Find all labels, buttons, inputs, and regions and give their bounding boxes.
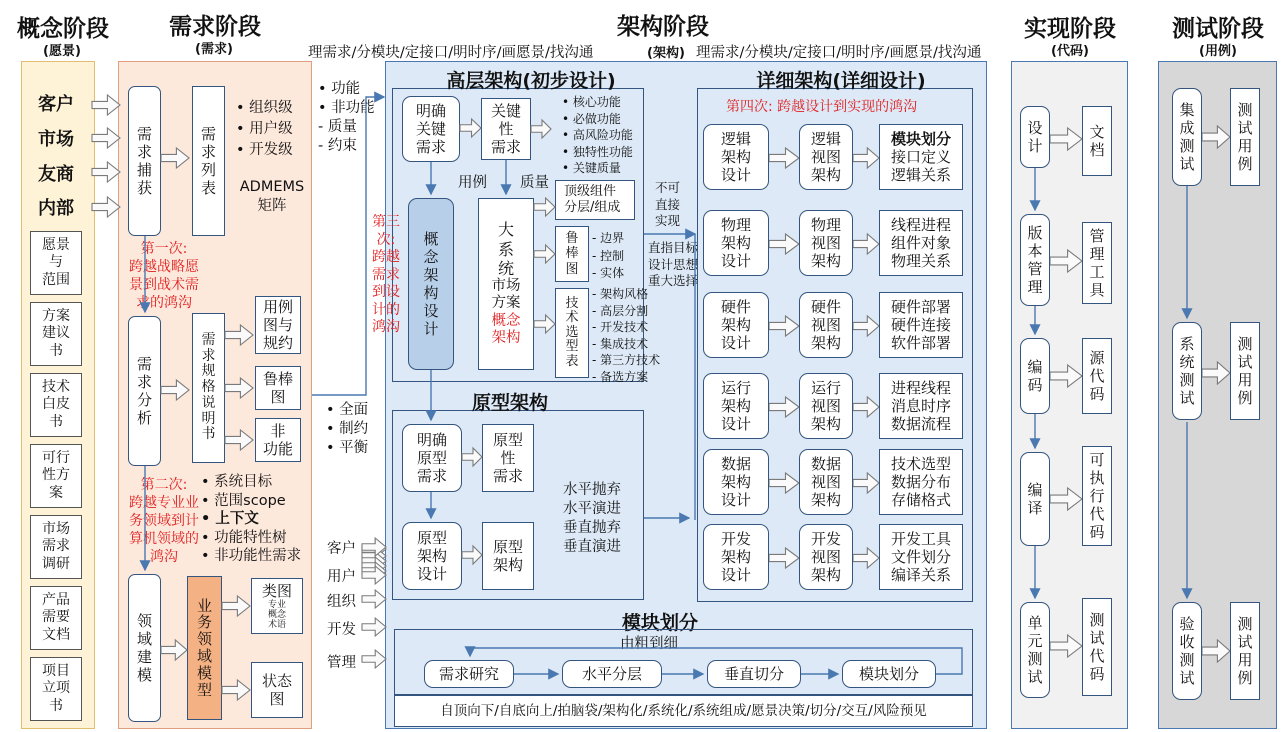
scope-item-scope: • 范围scope	[201, 492, 301, 511]
testing-phase-subtitle: (用例)	[1199, 44, 1237, 59]
test-output-2: 测 试 用 例	[1230, 602, 1260, 700]
prototype-strategies: 水平抛弃 水平演进 垂直抛弃 垂直演进	[563, 482, 621, 555]
detail-output-text-4: 技术选型 数据分布 存储格式	[890, 455, 951, 509]
admems-matrix: ADMEMS 矩阵	[239, 179, 305, 214]
business-domain-model: 业 务 领 域 模 型	[187, 576, 222, 720]
requirements-analysis: 需 求 分 析	[128, 316, 161, 466]
scope-item-context: • 上下文	[201, 510, 301, 529]
impl-step-3: 编 译	[1020, 452, 1050, 546]
block-arrow	[92, 197, 120, 217]
use-case-label: 用例	[458, 175, 487, 191]
detail-view-2: 硬件 视图 架构	[799, 292, 853, 358]
doc-product-requirements: 产品 需要 文档	[30, 586, 82, 650]
source-market: 市场	[38, 129, 74, 150]
use-case-diagram: 用例 图与 规约	[255, 296, 301, 354]
scope-item-goal: • 系统目标	[201, 473, 301, 492]
implementation-phase-title: 实现阶段	[1024, 16, 1116, 42]
arch-input-nonfunctional: • 非功能	[318, 99, 375, 118]
prototype-requirements: 原型 性 需求	[482, 424, 534, 492]
detail-design-1: 物理 架构 设计	[703, 210, 769, 276]
detailed-arch-title: 详细架构(详细设计)	[756, 70, 926, 92]
test-step-0: 集 成 测 试	[1172, 88, 1202, 186]
key-requirements: 关键 性 需求	[481, 98, 531, 160]
gap-1-note: 第一次: 跨越战略愿 景到战术需 求的鸿沟	[129, 241, 199, 311]
detail-design-0: 逻辑 架构 设计	[703, 124, 769, 190]
robustness-diagram: 鲁棒 图	[255, 366, 301, 410]
source-competitor: 友商	[38, 164, 74, 185]
robust-entity: - 实体	[592, 265, 624, 283]
detail-output-5	[879, 524, 963, 590]
source-customer: 客户	[38, 94, 74, 115]
block-arrow	[362, 562, 386, 580]
key-req-items	[562, 94, 633, 177]
block-arrow	[362, 590, 386, 608]
requirements-phase-title: 需求阶段	[169, 14, 261, 40]
big-system	[478, 198, 534, 370]
robust-boundary: - 边界	[592, 230, 624, 248]
implementation-phase-subtitle: (代码)	[1051, 44, 1089, 59]
stakeholder-org: 组织	[327, 594, 356, 610]
impl-step-4: 单 元 测 试	[1020, 602, 1050, 698]
arch-input-items-top2	[318, 118, 357, 156]
flow-caption-right: 理需求/分模块/定接口/明时序/画愿景/找沟通	[696, 45, 982, 61]
tech-items	[592, 286, 660, 385]
block-arrow	[92, 128, 120, 148]
detail-output-bold-0: 模块划分	[890, 130, 951, 148]
test-step-1: 系 统 测 试	[1172, 322, 1202, 420]
testing-phase-title: 测试阶段	[1172, 16, 1264, 42]
detail-view-3: 运行 视图 架构	[799, 373, 853, 439]
prototype-architecture: 原型 架构	[482, 522, 534, 590]
detail-output-text-0: 接口定义 逻辑关系	[890, 148, 951, 184]
block-arrow	[362, 538, 386, 556]
test-step-2: 验 收 测 试	[1172, 602, 1202, 700]
detail-output-text-5: 开发工具 文件划分 编译关系	[890, 530, 951, 584]
module-step-horizontal: 水平分层	[562, 660, 662, 688]
tech-item-third-party: - 第三方技术	[592, 352, 660, 369]
tech-item-integration: - 集成技术	[592, 336, 660, 353]
robust-items	[592, 230, 624, 283]
requirements-capture: 需 求 捕 获	[128, 86, 161, 236]
key-item-quality: • 关键质量	[562, 160, 633, 177]
detail-output-text-3: 进程线程 消息时序 数据流程	[890, 379, 951, 433]
detail-view-0: 逻辑 视图 架构	[799, 124, 853, 190]
state-diagram: 状态 图	[251, 662, 303, 718]
requirements-list: 需 求 列 表	[192, 86, 225, 236]
level-dev: • 开发级	[236, 140, 293, 161]
tech-item-dev: - 开发技术	[592, 319, 660, 336]
block-arrow	[362, 566, 386, 584]
prototype-arch-design: 原型 架构 设计	[402, 522, 462, 590]
doc-project-charter: 项目 立项 书	[30, 657, 82, 721]
key-item-risk: • 高风险功能	[562, 127, 633, 144]
block-arrow	[362, 650, 386, 668]
module-step-research: 需求研究	[424, 660, 514, 688]
tech-item-partition: - 高层分割	[592, 303, 660, 320]
detail-output-4	[879, 449, 963, 515]
arch-input-constraint: - 约束	[318, 137, 357, 156]
requirements-spec: 需 求 规 格 说 明 书	[192, 313, 225, 463]
module-partition-title: 模块划分	[621, 612, 698, 634]
detail-view-5: 开发 视图 架构	[799, 524, 853, 590]
detail-design-3: 运行 架构 设计	[703, 373, 769, 439]
concept-phase-subtitle: (愿景)	[43, 44, 81, 59]
detail-view-1: 物理 视图 架构	[799, 210, 853, 276]
stakeholder-dev: 开发	[327, 622, 356, 638]
doc-vision-scope: 愿景 与 范围	[30, 231, 82, 295]
impl-step-2: 编 码	[1020, 338, 1050, 414]
impl-output-4: 测 试 代 码	[1082, 598, 1112, 696]
block-arrow	[362, 547, 386, 565]
market-solution: 市场 方案	[491, 278, 521, 312]
top-components: 顶级组件 分层/组成	[555, 180, 635, 220]
tech-selection-table: 技 术 选 型 表	[555, 288, 589, 378]
robust-control: - 控制	[592, 248, 624, 266]
scope-item-nonfunctional: • 非功能性需求	[201, 547, 301, 566]
stakeholder-customer: 客户	[327, 541, 356, 557]
block-arrow	[92, 95, 120, 115]
scope-item-feature-tree: • 功能特性树	[201, 529, 301, 548]
test-output-0: 测 试 用 例	[1230, 88, 1260, 186]
arch-input-balance: • 平衡	[326, 439, 368, 458]
clarify-prototype-requirements: 明确 原型 需求	[402, 424, 462, 492]
detail-output-2	[879, 292, 963, 358]
source-internal: 内部	[38, 198, 74, 219]
detail-design-4: 数据 架构 设计	[703, 449, 769, 515]
arch-input-items-top	[318, 80, 375, 118]
detail-output-1	[879, 210, 963, 276]
block-arrow	[362, 540, 386, 558]
detail-output-text-1: 线程进程 组件对象 物理关系	[890, 216, 951, 270]
detail-design-2: 硬件 架构 设计	[703, 292, 769, 358]
concept-phase-title: 概念阶段	[17, 16, 109, 42]
block-arrow	[362, 618, 386, 636]
requirements-phase-subtitle: (需求)	[195, 42, 233, 57]
stakeholder-mgmt: 管理	[327, 655, 356, 671]
test-output-1: 测 试 用 例	[1230, 322, 1260, 420]
class-diagram	[251, 578, 303, 634]
block-arrow	[362, 557, 386, 575]
block-arrow	[92, 162, 120, 182]
not-directly-implementable: 不可 直接 实现	[655, 180, 681, 228]
flow-caption-left: 理需求/分模块/定接口/明时序/画愿景/找沟通	[308, 45, 594, 61]
key-item-unique: • 独特性功能	[562, 144, 633, 161]
detail-output-text-2: 硬件部署 硬件连接 软件部署	[890, 298, 951, 352]
non-functional: 非 功能	[255, 418, 301, 462]
level-org: • 组织级	[236, 98, 293, 119]
arch-input-comprehensive: • 全面	[326, 401, 368, 420]
stakeholder-user: 用户	[327, 569, 356, 585]
detail-output-0	[879, 124, 963, 190]
gap-4-note: 第四次: 跨越设计到实现的鸿沟	[726, 99, 918, 115]
impl-output-0: 文 档	[1082, 106, 1112, 176]
class-diagram-label: 类图	[261, 582, 292, 600]
doc-proposal: 方案 建议 书	[30, 302, 82, 366]
class-diagram-note: 专业 概念 术语	[267, 600, 286, 630]
key-item-must: • 必做功能	[562, 111, 633, 128]
impl-step-1: 版 本 管 理	[1020, 214, 1050, 306]
gap-2-note: 第二次: 跨越专业业 务领域到计 算机领域的 鸿沟	[129, 477, 199, 565]
impl-step-0: 设 计	[1020, 106, 1050, 168]
module-step-vertical: 垂直切分	[707, 660, 801, 688]
tech-item-style: - 架构风格	[592, 286, 660, 303]
level-user: • 用户级	[236, 119, 293, 140]
gap-3-note: 第三 次: 跨越 需求 到设 计的 鸿沟	[372, 214, 400, 335]
module-methods: 自顶向下/自底向上/拍脑袋/架构化/系统化/系统组成/愿景决策/切分/交互/风险预见	[394, 695, 973, 727]
arch-input-constrain: • 制约	[326, 420, 368, 439]
doc-feasibility: 可行 性方 案	[30, 444, 82, 508]
module-step-partition: 模块划分	[842, 660, 936, 688]
robustness-box: 鲁 棒 图	[555, 226, 589, 282]
tech-item-alternatives: - 备选方案	[592, 369, 660, 386]
detail-output-3	[879, 373, 963, 439]
prototype-arch-title: 原型架构	[471, 392, 548, 414]
concept-arch-design: 概 念 架 构 设 计	[408, 198, 454, 370]
requirement-levels	[236, 98, 293, 161]
arch-input-items-mid	[326, 401, 368, 458]
architecture-phase-subtitle: (架构)	[647, 46, 685, 61]
doc-market-research: 市场 需求 调研	[30, 515, 82, 579]
detail-design-5: 开发 架构 设计	[703, 524, 769, 590]
block-arrow	[362, 552, 386, 570]
arch-input-quality: - 质量	[318, 118, 357, 137]
big-system-label: 大 系 统	[497, 220, 514, 278]
impl-output-2: 源 代 码	[1082, 338, 1112, 414]
scope-items	[201, 473, 301, 566]
impl-output-1: 管 理 工 具	[1082, 222, 1112, 304]
quality-label: 质量	[520, 175, 549, 191]
clarify-key-requirements: 明确 关键 需求	[402, 96, 460, 162]
detail-view-4: 数据 视图 架构	[799, 449, 853, 515]
architecture-phase-title: 架构阶段	[617, 14, 709, 40]
design-guidance: 直指目标 设计思想 重大选择	[648, 240, 699, 288]
key-item-core: • 核心功能	[562, 94, 633, 111]
coarse-to-fine-label: 由粗到细	[620, 636, 678, 652]
impl-output-3: 可 执 行 代 码	[1082, 446, 1112, 546]
arch-input-functional: • 功能	[318, 80, 375, 99]
domain-modeling: 领 域 建 模	[128, 574, 161, 722]
concept-architecture: 概念 架构	[491, 312, 521, 347]
high-level-arch-title: 高层架构(初步设计)	[446, 70, 616, 92]
doc-whitepaper: 技术 白皮 书	[30, 373, 82, 437]
